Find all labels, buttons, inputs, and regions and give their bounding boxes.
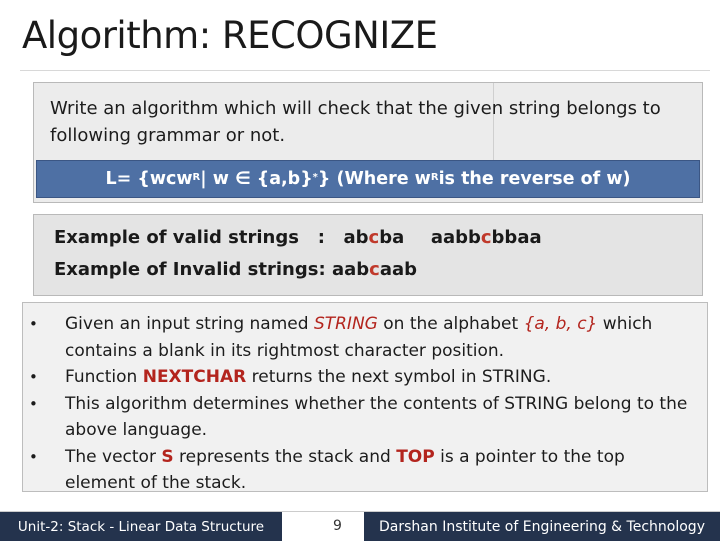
invalid-examples-label: Example of Invalid strings: [54, 259, 326, 280]
bullet-icon: • [29, 368, 38, 386]
problem-statement-text: Write an algorithm which will check that the given string belongs to following grammar or not. [50, 98, 661, 146]
grammar-prefix: L= {wcw [105, 169, 193, 189]
valid-examples-line [54, 227, 542, 248]
grammar-definition [36, 160, 700, 198]
bullet-icon: • [29, 447, 38, 466]
grammar-where: } (Where w [317, 169, 431, 189]
valid-example-1: abcba [343, 227, 405, 248]
keyword-alphabet: {a, b, c} [523, 314, 598, 334]
page-number: 9 [333, 518, 342, 534]
keyword-s: S [161, 446, 174, 467]
grammar-reverse-mark-2: R [430, 171, 439, 183]
title-divider [20, 70, 710, 71]
grammar-reverse-mark: R [192, 171, 201, 183]
keyword-string: STRING [313, 314, 378, 334]
list-item: • Given an input string named STRING on the alphabet {a, b, c} which contains a blank in its rightmost character position. [23, 311, 709, 364]
invalid-examples-line [54, 259, 417, 280]
grammar-membership: | w ∈ {a,b} [200, 169, 313, 189]
examples-box [33, 214, 703, 296]
list-item: • Function NEXTCHAR returns the next symbol in STRING. [23, 364, 709, 391]
slide-title: Algorithm: RECOGNIZE [22, 14, 438, 57]
invalid-example-1: aabcaab [331, 259, 417, 280]
grammar-kleene-star: * [312, 171, 318, 183]
notes-box [22, 302, 708, 492]
list-item: • The vector S represents the stack and TOP is a pointer to the top element of the stack. [23, 444, 709, 497]
footer-institute-label: Darshan Institute of Engineering & Technology [364, 512, 720, 541]
valid-example-2: aabbcbbaa [430, 227, 542, 248]
bullet-icon: • [29, 315, 38, 333]
footer-unit-label: Unit-2: Stack - Linear Data Structure [0, 512, 282, 541]
keyword-nextchar: NEXTCHAR [142, 367, 247, 387]
notes-list [23, 311, 709, 497]
slide-footer [0, 511, 720, 541]
bullet-icon: • [29, 394, 38, 413]
valid-examples-label: Example of valid strings : [54, 227, 325, 248]
grammar-suffix: is the reverse of w) [438, 169, 631, 189]
list-item: • This algorithm determines whether the contents of STRING belong to the above language. [23, 391, 709, 444]
keyword-top: TOP [396, 446, 435, 467]
